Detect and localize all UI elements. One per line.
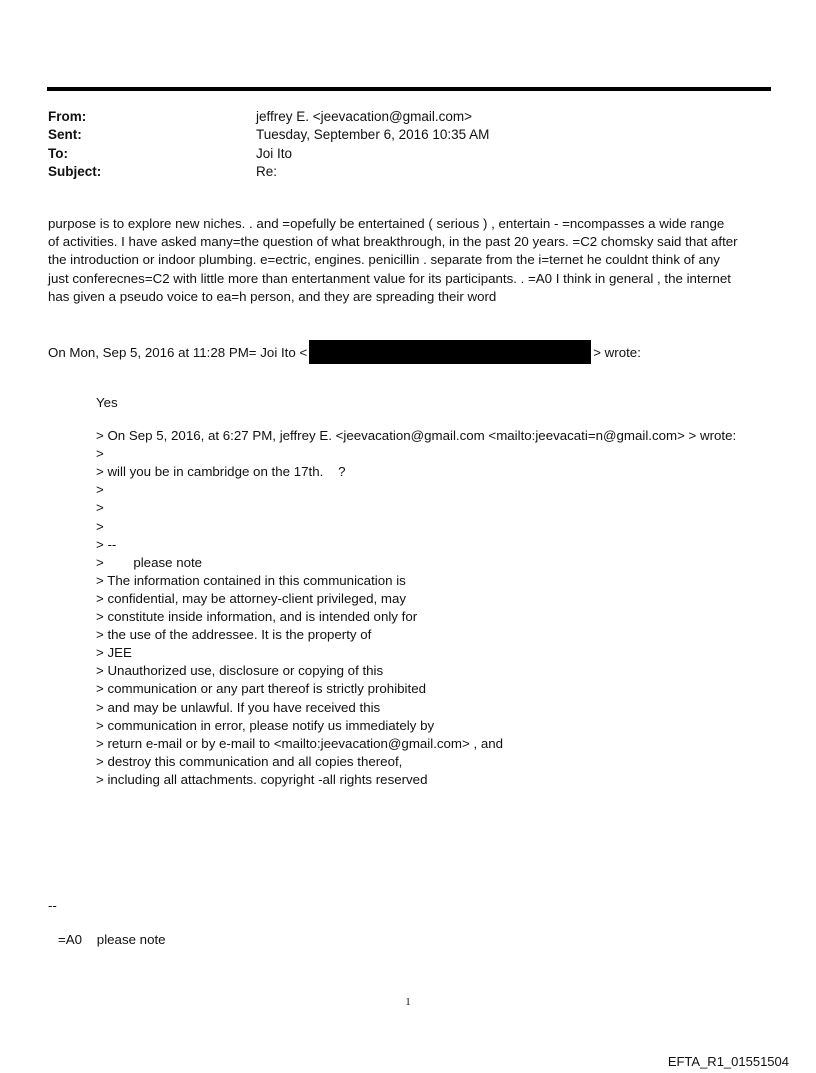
to-value: Joi Ito <box>256 145 293 161</box>
quoted-line: > including all attachments. copyright -all rights reserved <box>96 771 428 787</box>
sent-row <box>48 126 768 145</box>
body-line: has given a pseudo voice to ea=h person, and they are spreading their word <box>48 288 497 304</box>
quoted-line: > <box>96 500 104 516</box>
quoted-line: > communication in error, please notify us immediately by <box>96 717 435 733</box>
body-line: purpose is to explore new niches. . and =opefully be entertained ( serious ) , entertain - =ncompasses a wide range <box>48 216 725 231</box>
body-line: of activities. I have asked many=the question of what breakthrough, in the past 20 years. =C2 chomsky said that after <box>48 234 738 250</box>
sent-value: Tuesday, September 6, 2016 10:35 AM <box>256 127 490 143</box>
reply-attribution <box>48 340 641 364</box>
reply-suffix: > wrote: <box>593 344 641 360</box>
quoted-yes: Yes <box>96 395 118 410</box>
quoted-line: > the use of the addressee. It is the property of <box>96 627 372 643</box>
from-label: From: <box>48 108 87 124</box>
quoted-line: > On Sep 5, 2016, at 6:27 PM, jeffrey E. <jeevacation@gmail.com <mailto:jeevacati=n@gmail.com> > wrote: <box>96 428 737 444</box>
quoted-line: > JEE <box>96 645 132 661</box>
from-value: jeffrey E. <jeevacation@gmail.com> <box>256 108 473 124</box>
quoted-message <box>96 394 776 789</box>
body-line: the introduction or indoor plumbing. e=ectric, engines. penicillin . separate from the i=ternet he couldnt think of any <box>48 252 720 268</box>
quoted-line: > will you be in cambridge on the 17th. ? <box>96 464 346 480</box>
subject-value: Re: <box>256 164 278 180</box>
redaction-box <box>309 340 591 364</box>
email-header <box>48 107 768 181</box>
quoted-line: > and may be unlawful. If you have received this <box>96 699 381 715</box>
signature-dashes: -- <box>48 898 57 913</box>
reply-prefix: On Mon, Sep 5, 2016 at 11:28 PM= Joi Ito < <box>48 344 308 360</box>
quoted-line: > destroy this communication and all copies thereof, <box>96 753 403 769</box>
signature-note: =A0 please note <box>58 932 166 947</box>
to-row <box>48 144 768 163</box>
quoted-line: > <box>96 446 104 462</box>
bates-number: EFTA_R1_01551504 <box>667 1054 789 1069</box>
quoted-line: > please note <box>96 554 203 570</box>
quoted-line: > The information contained in this communication is <box>96 572 406 588</box>
to-label: To: <box>48 145 68 161</box>
sent-label: Sent: <box>48 127 82 143</box>
header-divider <box>47 87 771 91</box>
page-number: 1 <box>405 996 411 1008</box>
quoted-line: > <box>96 482 104 498</box>
quoted-line: > return e-mail or by e-mail to <mailto:jeevacation@gmail.com> , and <box>96 735 504 751</box>
quoted-line: > Unauthorized use, disclosure or copying of this <box>96 663 384 679</box>
from-row <box>48 107 768 126</box>
body-line: just conferecnes=C2 with little more than entertanment value for its participants. . =A0 I think in general , the internet <box>48 270 731 286</box>
quoted-line: > confidential, may be attorney-client privileged, may <box>96 590 407 606</box>
message-body <box>48 215 770 306</box>
quoted-line: > constitute inside information, and is intended only for <box>96 609 418 625</box>
quoted-line: > <box>96 518 104 534</box>
quoted-line: > communication or any part thereof is strictly prohibited <box>96 681 426 697</box>
subject-row <box>48 163 768 182</box>
subject-label: Subject: <box>48 164 102 180</box>
quoted-line: > -- <box>96 536 117 552</box>
